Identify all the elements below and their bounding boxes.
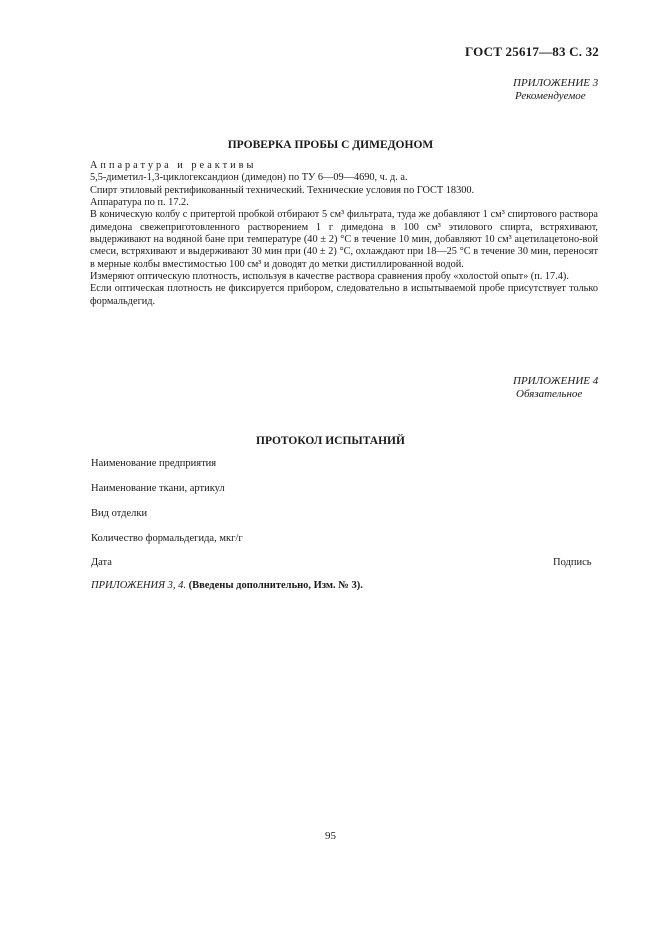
paragraph-conclusion: Если оптическая плотность не фиксируется прибором, следовательно в испытываемой пробе присутствует только формальдегид. <box>90 283 598 307</box>
protocol-field-formaldehyde: Количество формальдегида, мкг/г <box>91 533 243 544</box>
section-1-body <box>90 160 598 308</box>
protocol-field-enterprise: Наименование предприятия <box>91 458 217 469</box>
paragraph-measurement: Измеряют оптическую плотность, используя в качестве раствора сравнения пробу «холостой опыт» (п. 17.4). <box>90 271 569 283</box>
annex-3-status: Рекомендуемое <box>515 90 586 102</box>
page-number: 95 <box>325 830 336 842</box>
annex-4-label: ПРИЛОЖЕНИЕ 4 <box>513 375 599 387</box>
standard-header: ГОСТ 25617—83 С. 32 <box>465 44 599 59</box>
section-2-title: ПРОТОКОЛ ИСПЫТАНИЙ <box>256 435 405 447</box>
amendment-note-annexes: ПРИЛОЖЕНИЯ 3, 4. <box>91 580 186 591</box>
amendment-note-text: (Введены дополнительно, Изм. № 3). <box>188 580 363 591</box>
paragraph-reagent-ethanol: Спирт этиловый ректификованный технический. Технические условия по ГОСТ 18300. <box>90 184 475 196</box>
annex-4-status: Обязательное <box>516 388 583 400</box>
protocol-field-date: Дата <box>91 557 112 568</box>
protocol-field-signature: Подпись <box>553 557 592 568</box>
annex-3-label: ПРИЛОЖЕНИЕ 3 <box>513 77 599 89</box>
protocol-field-finish: Вид отделки <box>91 508 148 519</box>
paragraph-procedure: В коническую колбу с притертой пробкой отбирают 5 см³ фильтрата, туда же добавляют 1 см³ спиртового раствора димедона свежеприготовленного растворением 1 г димедона в 100 см³ этилового спирта, встряхивают, выдерживают на водяной бане при температуре (40 ± 2) °С в течение 10 мин, добавляют 10 см³ ацетилацетоно-вой смеси, встряхивают и выдерживают 30 мин при (40 ± 2) °С, охлаждают при 18—25 °С в течение 30 мин, переносят в мерные колбы вместимостью 100 см³ и доводят до метки дистиллированной водой. <box>90 209 598 270</box>
amendment-note <box>91 580 363 591</box>
protocol-field-fabric: Наименование ткани, артикул <box>91 483 225 494</box>
reagents-heading: Аппаратура и реактивы <box>90 160 257 171</box>
paragraph-reagent-dimedone: 5,5-диметил-1,3-циклогександион (димедон) по ТУ 6—09—4690, ч. д. а. <box>90 172 408 184</box>
section-1-title: ПРОВЕРКА ПРОБЫ С ДИМЕДОНОМ <box>227 139 434 151</box>
paragraph-apparatus: Аппаратура по п. 17.2. <box>90 197 189 209</box>
